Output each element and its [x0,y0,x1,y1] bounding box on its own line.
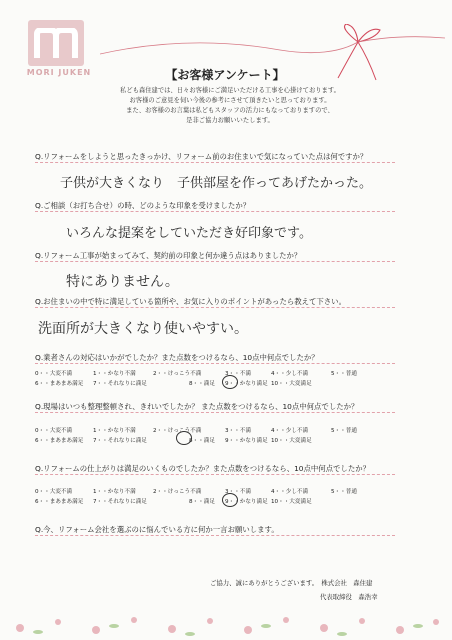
scale-option-5: 5・・普通 [331,371,357,377]
page-title: 【お客様アンケート】 [165,68,285,82]
scale-option-7: 7・・それなりに満足 [93,438,147,444]
intro-line-3: また、お客様のお言葉は私どもスタッフの活力にもなっておりますので、 [126,107,334,114]
logo-text: MORI JUKEN [26,68,92,77]
divider [35,412,395,413]
intro-line-4: 是非ご協力お願いいたします。 [186,117,274,124]
scale-option-1: 1・・かなり不満 [93,371,136,377]
scale-option-2: 2・・けっこう不満 [153,489,202,495]
scale-option-9: 9・・かなり満足 [225,438,268,444]
divider [35,474,395,475]
answer-1: 子供が大きくなり 子供部屋を作ってあげたかった。 [60,176,373,191]
scale-option-8: 8・・満足 [189,438,215,444]
selected-score-circle [222,493,238,507]
company-logo [8,20,100,80]
question-1: Q.リフォームをしようと思ったきっかけ、リフォーム前のお住まいで気になっていた点は何ですか？ [35,152,368,161]
scale-option-1: 1・・かなり不満 [93,428,136,434]
answer-3: 特にありません。 [66,274,179,290]
divider [35,162,395,163]
scale-option-3: 3・・不満 [225,428,251,434]
divider [35,535,395,536]
scale-option-1: 1・・かなり不満 [93,489,136,495]
scale-option-7: 7・・それなりに満足 [93,381,147,387]
scale-option-8: 8・・満足 [189,381,215,387]
scale-option-3: 3・・不満 [225,371,251,377]
flower-border-decoration [0,604,452,640]
scale-option-5: 5・・普通 [331,428,357,434]
scale-option-6: 6・・まあまあ満足 [35,438,84,444]
logo-mark [28,20,84,66]
divider [35,261,395,262]
scale-option-8: 8・・満足 [189,499,215,505]
question-6: Q.現場はいつも整理整頓され、きれいでしたか？ また点数をつけるなら、10点中何点でしたか？ [35,402,359,411]
scale-option-7: 7・・それなりに満足 [93,499,147,505]
question-3: Q.リフォーム工事が始まってみて、契約前の印象と何か違う点はありましたか？ [35,251,302,260]
scale-option-9: 9・・かなり満足 [225,499,268,505]
question-8: Q.今、リフォーム会社を選ぶのに悩んでいる方に何か一言お願いします。 [35,525,279,534]
scale-option-10: 10・・大変満足 [271,438,312,444]
selected-score-circle [222,375,238,389]
selected-score-circle [176,431,192,445]
scale-option-3: 3・・不満 [225,489,251,495]
scale-option-6: 6・・まあまあ満足 [35,499,84,505]
scale-option-2: 2・・けっこう不満 [153,428,202,434]
footer-thanks: ご協力、誠にありがとうございます。 株式会社 森住建 [210,579,373,587]
answer-4: 洗面所が大きくなり使いやすい。 [38,321,248,337]
question-2: Q.ご相談（お打ち合せ）の時、どのような印象を受けましたか？ [35,201,251,210]
scale-option-0: 0・・大変不満 [35,428,73,434]
intro-line-2: お客様のご意見を伺い今後の参考にさせて頂きたいと思っております。 [129,97,331,104]
divider [35,211,395,212]
answer-2: いろんな提案をしていただき好印象です。 [66,226,312,241]
footer-signature: 代表取締役 森浩幸 [320,593,378,601]
scale-option-2: 2・・けっこう不満 [153,371,202,377]
question-5: Q.業者さんの対応はいかがでしたか？また点数をつけるなら、10点中何点でしたか？ [35,353,319,362]
divider [35,363,395,364]
scale-option-0: 0・・大変不満 [35,489,73,495]
intro-line-1: 私ども森住建では、日々お客様にご満足いただける工事を心掛けております。 [120,87,340,94]
scale-option-10: 10・・大変満足 [271,499,312,505]
scale-option-4: 4・・少し不満 [271,371,309,377]
divider [35,307,395,308]
scale-option-4: 4・・少し不満 [271,428,309,434]
scale-option-10: 10・・大変満足 [271,381,312,387]
scale-option-0: 0・・大変不満 [35,371,73,377]
scale-option-5: 5・・普通 [331,489,357,495]
scale-option-4: 4・・少し不満 [271,489,309,495]
question-4: Q.お住まいの中で特に満足している箇所や、お気に入りのポイントがあったら教えて下さい。 [35,297,346,306]
scale-option-6: 6・・まあまあ満足 [35,381,84,387]
question-7: Q.リフォームの仕上がりは満足のいくものでしたか？また点数をつけるなら、10点中何点でしたか？ [35,464,371,473]
scale-option-9: 9・・かなり満足 [225,381,268,387]
